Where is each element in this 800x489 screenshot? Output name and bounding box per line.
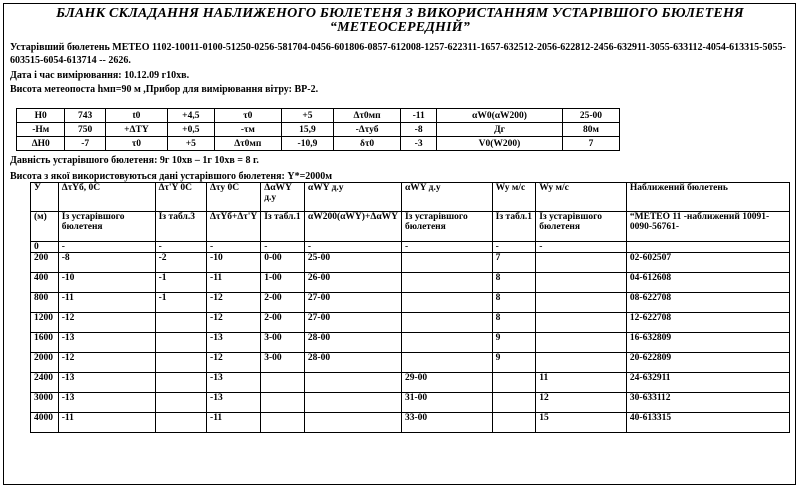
params-cell: +4,5 <box>167 109 214 123</box>
table-cell <box>155 333 206 353</box>
table-cell <box>401 253 492 273</box>
table-cell: 30-633112 <box>626 393 789 413</box>
table-cell: Wy м/с <box>492 183 536 212</box>
table-cell: 8 <box>492 293 536 313</box>
params-cell: -7 <box>65 137 105 151</box>
table-cell: 20-622809 <box>626 353 789 373</box>
table-cell: 29-00 <box>401 373 492 393</box>
table-cell <box>536 333 627 353</box>
params-cell: 750 <box>65 123 105 137</box>
table-cell <box>492 393 536 413</box>
table-cell <box>401 293 492 313</box>
table-cell <box>536 313 627 333</box>
params-cell: -Δτуб <box>333 123 400 137</box>
table-cell: 27-00 <box>304 293 401 313</box>
params-row <box>17 123 620 137</box>
table-row <box>31 293 790 313</box>
table-cell <box>261 393 305 413</box>
table-cell <box>304 393 401 413</box>
params-cell: H0 <box>17 109 65 123</box>
table-cell: - <box>155 242 206 253</box>
params-cell: +0,5 <box>167 123 214 137</box>
table-cell: 12 <box>536 393 627 413</box>
table-cell: αWY д.у <box>401 183 492 212</box>
table-cell: 25-00 <box>304 253 401 273</box>
table-cell: 7 <box>492 253 536 273</box>
table-cell: 800 <box>31 293 59 313</box>
table-cell: - <box>207 242 261 253</box>
table-cell: Із устарівшого бюлетеня <box>536 212 627 242</box>
params-cell: Δτ0мп <box>214 137 281 151</box>
table-cell <box>155 353 206 373</box>
table-cell: 40-613315 <box>626 413 789 433</box>
table-cell: -12 <box>207 293 261 313</box>
params-cell: -3 <box>401 137 437 151</box>
table-cell: Із устарівшого бюлетеня <box>58 212 155 242</box>
params-cell: -10,9 <box>281 137 333 151</box>
table-cell: Wy м/с <box>536 183 627 212</box>
table-header-row <box>31 212 790 242</box>
table-cell: Δτ'Y 0C <box>155 183 206 212</box>
table-cell: -2 <box>155 253 206 273</box>
params-cell: 743 <box>65 109 105 123</box>
table-cell: 12-622708 <box>626 313 789 333</box>
table-cell: 2400 <box>31 373 59 393</box>
table-cell: Із табл.1 <box>261 212 305 242</box>
table-cell: ΔτYб, 0C <box>58 183 155 212</box>
form-title: БЛАНК СКЛАДАННЯ НАБЛИЖЕНОГО БЮЛЕТЕНЯ З ВИКОРИСТАННЯМ УСТАРІВШОГО БЮЛЕТЕНЯ <box>56 6 744 21</box>
table-cell: 4000 <box>31 413 59 433</box>
params-cell: ΔH0 <box>17 137 65 151</box>
table-cell: -1 <box>155 293 206 313</box>
table-cell: -13 <box>58 393 155 413</box>
params-cell: -11 <box>401 109 437 123</box>
params-cell: t0 <box>105 109 167 123</box>
table-cell: 3-00 <box>261 333 305 353</box>
table-cell: 15 <box>536 413 627 433</box>
table-cell: 1-00 <box>261 273 305 293</box>
table-cell: 400 <box>31 273 59 293</box>
table-cell: - <box>536 242 627 253</box>
table-cell: -11 <box>58 413 155 433</box>
table-row <box>31 273 790 293</box>
table-cell: 1200 <box>31 313 59 333</box>
table-row <box>31 353 790 373</box>
table-cell: Із табл.3 <box>155 212 206 242</box>
table-cell: -12 <box>58 353 155 373</box>
table-row <box>31 242 790 253</box>
table-cell <box>492 413 536 433</box>
table-cell: -13 <box>207 333 261 353</box>
table-cell: Δτy 0C <box>207 183 261 212</box>
table-cell: ΔτYб+Δτ'Y <box>207 212 261 242</box>
table-cell: У <box>31 183 59 212</box>
table-cell: Із табл.1 <box>492 212 536 242</box>
table-cell: 2-00 <box>261 293 305 313</box>
table-cell: 8 <box>492 313 536 333</box>
table-cell: αWY д.у <box>304 183 401 212</box>
table-cell <box>155 413 206 433</box>
table-cell: 26-00 <box>304 273 401 293</box>
params-row <box>17 137 620 151</box>
table-row <box>31 333 790 353</box>
table-row <box>31 313 790 333</box>
station-height: Висота метеопоста hмп=90 м ,Прибор для вимірювання вітру: ВР-2. <box>10 84 319 95</box>
table-cell <box>155 393 206 413</box>
table-cell <box>401 333 492 353</box>
old-bulletin-text: Устарівший бюлетень МЕТЕО 1102-10011-0100-51250-0256-581704-0456-601806-0857-612008-1257-622311-1657-632512-2056-622812-2456-632911-3055-633112-4054-613315-5055-603515-6054-613714 -- 2626. <box>10 42 786 66</box>
table-cell: -1 <box>155 273 206 293</box>
params-cell: 15,9 <box>281 123 333 137</box>
table-cell: -8 <box>58 253 155 273</box>
table-cell: -11 <box>207 273 261 293</box>
table-cell: 200 <box>31 253 59 273</box>
table-cell <box>536 353 627 373</box>
table-cell: 16-632809 <box>626 333 789 353</box>
table-cell <box>155 373 206 393</box>
params-cell: αW0(αW200) <box>437 109 563 123</box>
table-cell: 3000 <box>31 393 59 413</box>
table-cell <box>304 373 401 393</box>
table-cell: -11 <box>207 413 261 433</box>
table-cell <box>261 413 305 433</box>
params-cell: 80м <box>562 123 619 137</box>
bulletin-age: Давність устарівшого бюлетеня: 9г 10хв – 1г 10хв = 8 г. <box>10 155 259 166</box>
table-cell: ΔαWY д.у <box>261 183 305 212</box>
form-subtitle: “МЕТЕОСЕРЕДНІЙ” <box>329 20 471 35</box>
table-cell: (м) <box>31 212 59 242</box>
table-row <box>31 393 790 413</box>
table-row <box>31 413 790 433</box>
params-cell: Дг <box>437 123 563 137</box>
table-cell: -12 <box>207 353 261 373</box>
table-cell: 0 <box>31 242 59 253</box>
table-cell: 2-00 <box>261 313 305 333</box>
table-cell: - <box>492 242 536 253</box>
table-cell: 33-00 <box>401 413 492 433</box>
table-cell <box>536 293 627 313</box>
params-row <box>17 109 620 123</box>
table-cell: 2000 <box>31 353 59 373</box>
table-cell: Наближений бюлетень <box>626 183 789 212</box>
table-cell <box>536 253 627 273</box>
table-cell <box>492 373 536 393</box>
table-cell <box>304 413 401 433</box>
table-cell: “МЕТЕО 11 -наближений 10091-0090-56761- <box>626 212 789 242</box>
params-cell: -8 <box>401 123 437 137</box>
table-row <box>31 253 790 273</box>
params-cell: τ0 <box>214 109 281 123</box>
table-cell: 08-622708 <box>626 293 789 313</box>
table-cell: - <box>261 242 305 253</box>
table-cell: 28-00 <box>304 353 401 373</box>
table-cell: αW200(αWY)+ΔαWY <box>304 212 401 242</box>
params-cell: +5 <box>281 109 333 123</box>
table-row <box>31 373 790 393</box>
table-cell: -12 <box>58 313 155 333</box>
table-cell: - <box>401 242 492 253</box>
table-cell <box>401 353 492 373</box>
table-cell <box>401 313 492 333</box>
params-cell: 25-00 <box>562 109 619 123</box>
table-cell: -11 <box>58 293 155 313</box>
table-cell: 27-00 <box>304 313 401 333</box>
params-cell: Δτ0мп <box>333 109 400 123</box>
table-cell: -13 <box>58 333 155 353</box>
main-table <box>30 182 790 433</box>
table-cell <box>155 313 206 333</box>
table-cell: 02-602507 <box>626 253 789 273</box>
table-cell <box>536 273 627 293</box>
table-cell: -13 <box>207 393 261 413</box>
table-cell: 1600 <box>31 333 59 353</box>
table-cell: -10 <box>207 253 261 273</box>
table-cell: -13 <box>58 373 155 393</box>
params-cell: -Hм <box>17 123 65 137</box>
table-cell: -13 <box>207 373 261 393</box>
params-cell: 7 <box>562 137 619 151</box>
table-cell: 0-00 <box>261 253 305 273</box>
table-cell: 9 <box>492 353 536 373</box>
table-cell: 04-612608 <box>626 273 789 293</box>
table-cell <box>261 373 305 393</box>
table-cell <box>401 273 492 293</box>
table-cell: -10 <box>58 273 155 293</box>
params-cell: τ0 <box>105 137 167 151</box>
table-cell: - <box>304 242 401 253</box>
params-cell: V0(W200) <box>437 137 563 151</box>
usage-height: Висота з якої використовуються дані устарівшого бюлетеня: Y*=2000м <box>10 171 333 182</box>
params-cell: +5 <box>167 137 214 151</box>
params-cell: δτ0 <box>333 137 400 151</box>
table-header-row <box>31 183 790 212</box>
table-cell: Із устарівшого бюлетеня <box>401 212 492 242</box>
measurement-datetime: Дата і час вимірювання: 10.12.09 г10хв. <box>10 70 190 81</box>
table-cell: 8 <box>492 273 536 293</box>
parameters-table <box>16 108 620 151</box>
params-cell: -τм <box>214 123 281 137</box>
params-cell: +ΔTY <box>105 123 167 137</box>
table-cell: 31-00 <box>401 393 492 413</box>
table-cell: 24-632911 <box>626 373 789 393</box>
table-cell: -12 <box>207 313 261 333</box>
table-cell: 11 <box>536 373 627 393</box>
table-cell: - <box>58 242 155 253</box>
table-cell <box>626 242 789 253</box>
table-cell: 3-00 <box>261 353 305 373</box>
table-cell: 28-00 <box>304 333 401 353</box>
table-cell: 9 <box>492 333 536 353</box>
